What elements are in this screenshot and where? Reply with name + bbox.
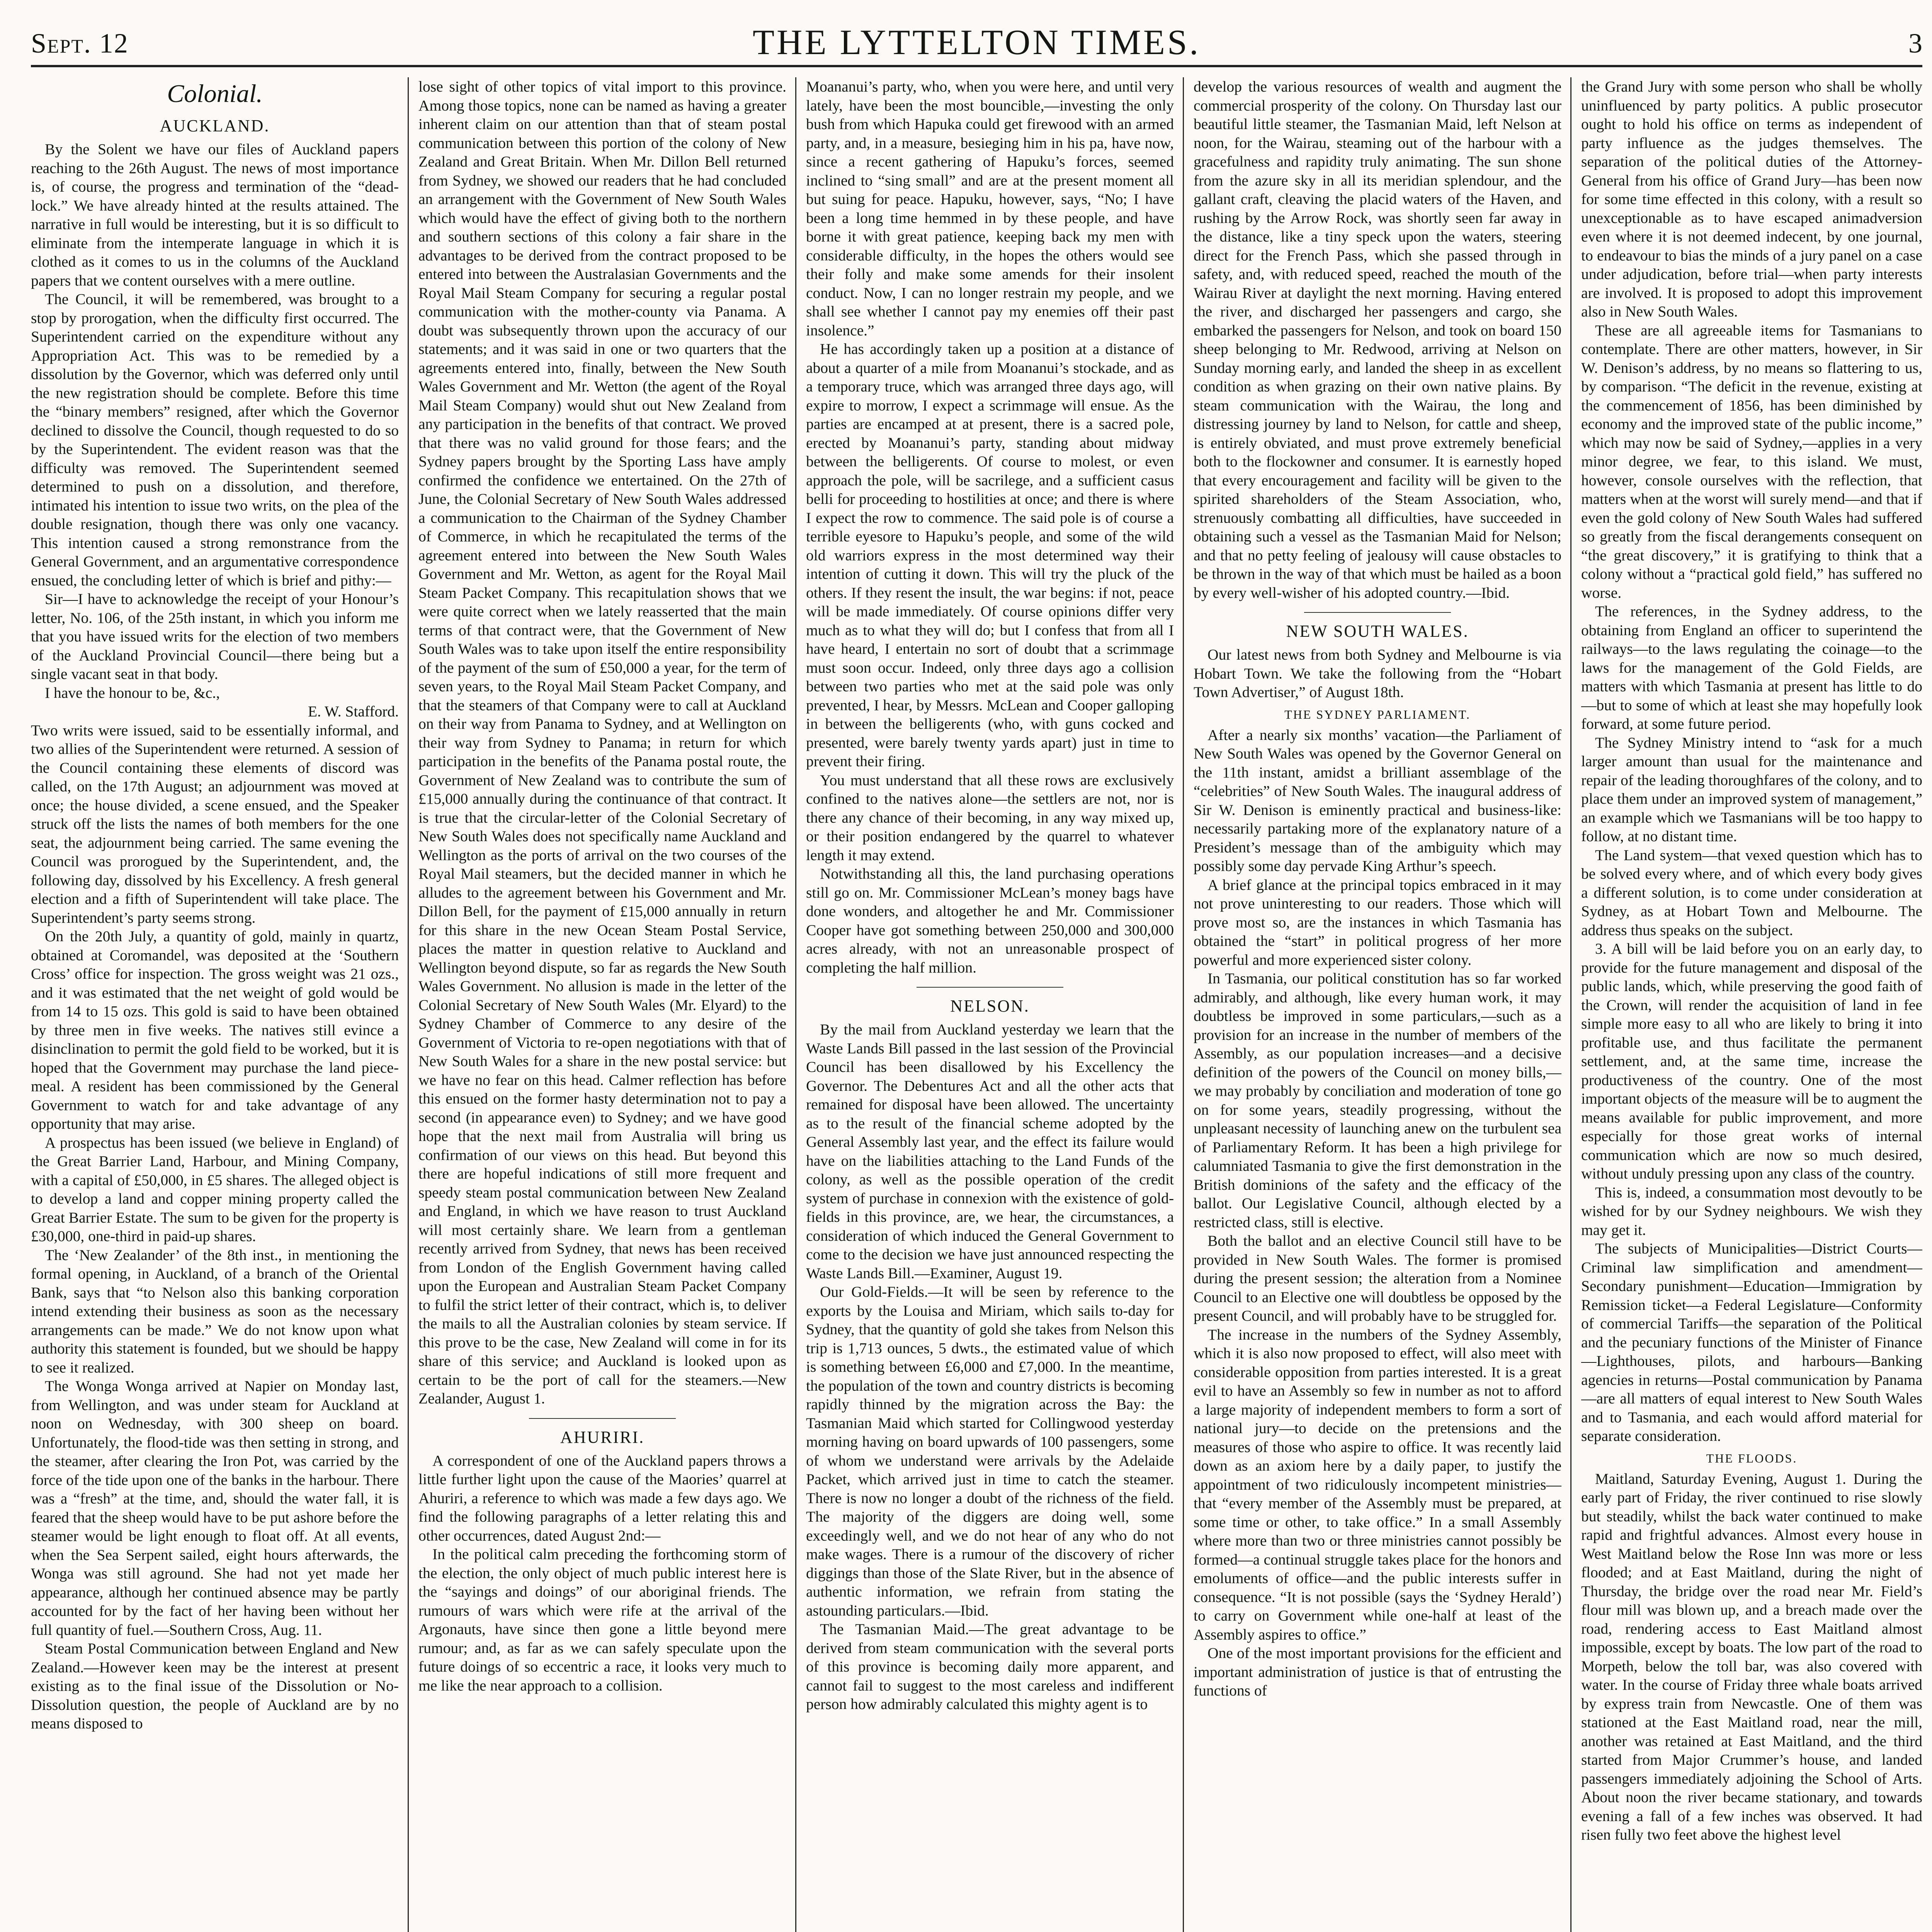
paragraph: The subjects of Municipalities—District Courts—Criminal law simplification and amendment—Secondary punishment—Education—Immigration by Remission ticket—a Federal Legislature—Conformity of commercial Tariffs—the separation of the Political and the pecuniary functions of the Minister of Finance—Lighthouses, pilots, and harbours—Banking agencies in returns—Postal communication by Panama—are all matters of equal interest to New South Wales and to Tasmania, and each would afford material for separate consideration. [1581,1240,1922,1444]
signature: E. W. Stafford. [308,703,399,720]
paragraph: The increase in the numbers of the Sydney Assembly, which it is also now proposed to effect, will also meet with considerable opposition from parties interested. It is a great evil to have an Assembly so few in number as not to afford a large majority of independent members to form a sort of national jury—to decide on the pretensions and the measures of those who aspire to office. It was recently laid down as an axiom here by a daily paper, to justify the appointment of two ridiculously incompetent ministries—that “every member of the Assembly must be prepared, at some time or other, to take office.” In a small Assembly where more than two or three ministries cannot possibly be formed—a continual struggle takes place for the honors and emoluments of office—and the public interests suffer in consequence. “It is not possible (says the ‘Sydney Herald’) to carry on Government while one-half at least of the Assembly aspires to office.” [1194,1326,1561,1643]
paragraph: Maitland, Saturday Evening, August 1. During the early part of Friday, the river continued to rise slowly but steadily, whilst the back water continued to make rapid and frightful advances. Almost every house in West Maitland below the Rose Inn was more or less flooded; and at East Maitland, during the night of Thursday, the bridge over the road near Mr. Field’s flour mill was blown up, and a breach made over the road, rendering access to East Maitland almost impossible, except by boats. The low part of the road to Morpeth, below the toll bar, was also covered with water. In the course of Friday three whale boats arrived by express train from Newcastle. One of them was stationed at the East Maitland road, near the mill, another was retained at East Maitland, and the third started from Major Crummer’s house, and landed passengers immediately adjoining the School of Arts. About noon the river became stationary, and towards evening a fall of a few inches was observed. It had risen fully two feet above the highest level [1581,1470,1922,1843]
paragraph: Notwithstanding all this, the land purchasing operations still go on. Mr. Commissioner McLean’s money bags have done wonders, and altogether he and Mr. Commissioner Cooper have got something between 250,000 and 300,000 acres already, with not an unreasonable prospect of completing the half million. [806,865,1174,976]
paragraph: The references, in the Sydney address, to the obtaining from England an officer to superintend the railways—to the laws regulating the coinage—to the laws for the management of the Gold Fields, are matters with which Tasmania at present has little to do—but to some of which at least she may hopefully look forward, at some future period. [1581,603,1922,732]
paragraph: He has accordingly taken up a position at a distance of about a quarter of a mile from Moananui’s stockade, and as a temporary truce, which was arranged three days ago, will expire to morrow, I expect a scrimmage will ensue. As the parties are encamped at at present, there is a sacred pole, erected by Moananui’s party, standing about midway between the belligerents. Of course to molest, or even approach the pole, will be sacrilege, and a sufficient casus belli for proceeding to hostilities at once; and there is where I expect the row to commence. The said pole is of course a terrible eyesore to Hapuku’s people, and some of the wild old warriors express in the most determined way their intention of cutting it down. This will try the pluck of the others. If they resent the insult, the war begins: if not, peace will be made immediately. Of course opinions differ very much as to what they will do; but I confess that from all I have heard, I entertain no sort of doubt that a scrimmage must soon occur. Indeed, only three days ago a collision between two parties who met at the said pole was only prevented, I hear, by Messrs. McLean and Cooper galloping in between the belligerents (who, with guns cocked and presented, were barely twenty yards apart) just in time to prevent their firing. [806,340,1174,770]
paragraph: Both the ballot and an elective Council still have to be provided in New South Wales. The former is promised during the present session; the alteration from a Nominee Council to an Elective one will doubtless be opposed by the present Council, and will probably have to be struggled for. [1194,1232,1561,1324]
column-rule [795,77,796,1932]
article-heading-auckland: AUCKLAND. [160,116,270,135]
divider [1304,612,1451,613]
paragraph: These are all agreeable items for Tasmanians to contemplate. There are other matters, however, in Sir W. Denison’s address, by no means so flattering to us, by comparison. “The deficit in the revenue, existing at the commencement of 1856, has been diminished by economy and the improved state of the public income,” which may now be said of Sydney,—applies in a very minor degree, we fear, to this island. We must, however, console ourselves with the reflection, that matters when at the worst will surely mend—and that if even the gold colony of New South Wales had suffered so greatly from the fiscal derangements consequent on “the great discovery,” it is gratifying to think that a colony without a “practical gold field,” has suffered no worse. [1581,321,1922,601]
subheading-sydney-parliament: THE SYDNEY PARLIAMENT. [1284,707,1471,721]
issue-date: Sept. 12 [31,28,129,59]
paragraph: In Tasmania, our political constitution has so far worked admirably, and although, like every human work, it may doubtless be improved in some particulars,—such as a provision for an increase in the number of members of the Assembly, as our population increases—and a decisive definition of the powers of the Council on money bills,—we may probably by conciliation and moderation of tone go on for some years, steadily progressing, without the unpleasant necessity of launching anew on the turbulent sea of Parliamentary Reform. It has been a high privilege for calumniated Tasmania to give the first demonstration in the British dominions of the safety and the efficacy of the ballot. Our Legislative Council, although elected by a restricted class, still is elective. [1194,970,1561,1231]
paragraph: This is, indeed, a consummation most devoutly to be wished for by our Sydney neighbours. We wish they may get it. [1581,1184,1922,1238]
paragraph: A brief glance at the principal topics embraced in it may not prove uninteresting to our readers. Those which will prove most so, are the instances in which Tasmania has obtained the “start” in political progress of her more powerful and more experienced sister colony. [1194,876,1561,968]
paragraph: The Land system—that vexed question which has to be solved every where, and of which every body gives a different solution, is to come under consideration at Sydney, as at Hobart Town and Melbourne. The address thus speaks on the subject. [1581,846,1922,939]
paragraph: You must understand that all these rows are exclusively confined to the natives alone—the settlers are not, nor is there any chance of their becoming, in any way mixed up, or their position endangered by the quarrel to whatever length it may extend. [806,771,1174,864]
column-rule [1570,77,1571,1932]
paragraph: I have the honour to be, &c., [45,684,220,701]
paragraph: The ‘New Zealander’ of the 8th inst., in mentioning the formal opening, in Auckland, of a branch of the Oriental Bank, says that “to Nelson also this banking corporation intend extending their business as soon as the necessary arrangements can be made.” We do not know upon what authority this statement is founded, but we should be happy to see it realized. [31,1246,399,1376]
column-1 [31,77,399,1932]
column-rule [1183,77,1184,1932]
paragraph: Steam Postal Communication between England and New Zealand.—However keen may be the interest at present existing as to the final issue of the Dissolution or No-Dissolution question, the people of Auckland are by no means disposed to [31,1640,399,1732]
column-2 [418,77,786,1932]
paragraph: lose sight of other topics of vital import to this province. Among those topics, none can be named as having a greater inherent claim on our attention than that of steam postal communication between this portion of the colony of New Zealand and Great Britain. When Mr. Dillon Bell returned from Sydney, we showed our readers that he had concluded an arrangement with the Government of New South Wales which would have the effect of giving both to the northern and southern sections of this colony a fair share in the advantages to be derived from the contract proposed to be entered into between the Australasian Governments and the Royal Mail Steam Company for securing a regular postal communication with the mother-county via Panama. A doubt was subsequently thrown upon the accuracy of our statements; and it was said in one or two quarters that the agreements entered into, finally, between the New South Wales Government and Mr. Wetton (the agent of the Royal Mail Steam Company) would shut out New Zealand from any participation in the benefits of that contract. We proved that there was no valid ground for those fears; and the Sydney papers brought by the Sporting Lass have amply confirmed the confidence we entertained. On the 27th of June, the Colonial Secretary of New South Wales addressed a communication to the Chairman of the Sydney Chamber of Commerce, in which he recapitulated the terms of the agreement entered into between the New South Wales Government and Mr. Wetton, as agent for the Royal Mail Steam Packet Company. This recapitulation shows that we were quite correct when we lately reasserted that the main terms of that contract were, that the Government of New South Wales was to take upon itself the entire responsibility of the payment of the sum of £50,000 a year, for the term of seven years, to the Royal Mail Steam Packet Company, and that the steamers of that Company were to call at Auckland on their way from Panama to Sydney, and at Wellington on their way from Sydney to Panama; in return for which participation in the benefits of the Panama postal route, the Government of New Zealand was to contribute the sum of £15,000 annually during the continuance of that contract. It is true that the circular-letter of the Colonial Secretary of New South Wales does not specifically name Auckland and Wellington as the ports of arrival on the two courses of the Royal Mail steamers, but the decided manner in which he alludes to the agreement between his Government and Mr. Dillon Bell, for the payment of £15,000 annually in return for this share in the new Ocean Steam Postal Service, places the matter in question relative to Auckland and Wellington beyond dispute, so far as regards the New South Wales Government. No allusion is made in the letter of the Colonial Secretary of New South Wales (Mr. Elyard) to the Sydney Chamber of Commerce to any desire of the Government of Victoria to re-open negotiations with that of New South Wales for a share in the new postal service: but we have no fear on this head. Calmer reflection has before this ensued on the former hasty determination not to pay a second (in appearance even) to Sydney; and we have good hope that the next mail from Australia will bring us confirmation of our views on this head. But beyond this there are hopeful indications of still more frequent and speedy steam postal communication between New Zealand and England, in which we have reason to trust Auckland will most certainly share. We learn from a gentleman recently arrived from Sydney, that news has been received from London of the English Government having called upon the European and Australian Steam Packet Company to fulfil the strict letter of their contract, which is, to deliver the mails to all the Australian colonies by steam service. If this prove to be the case, New Zealand will come in for its share of this service; and Auckland is looked upon as certain to be the port of call for the steamers.—New Zealander, August 1. [418,78,786,1407]
column-5 [1581,77,1922,1932]
paragraph: 3. A bill will be laid before you on an early day, to provide for the future management and disposal of the public lands, which, while preserving the good faith of the Crown, will render the acquisition of land in fee simple more easy to all who are likely to bring it into profitable use, and thus facilitate the permanent settlement, and, at the same time, increase the productiveness of the country. One of the most important objects of the measure will be to augment the means available for public improvement, and more especially for those great works of internal communication which are now so much desired, without unduly pressing upon any class of the country. [1581,940,1922,1182]
section-heading: Colonial. [167,80,263,108]
article-heading-new-south-wales: NEW SOUTH WALES. [1286,622,1469,641]
column-4 [1194,77,1561,1932]
page-number: 3 [1908,28,1922,59]
paragraph: Moananui’s party, who, when you were here, and until very lately, have been the most bouncible,—investing the only bush from which Hapuka could get firewood with an armed party, and, in a measure, besieging him in his pa, have now, since a recent gathering of Hapuku’s forces, seemed inclined to “sing small” and are at the present moment all but suing for peace. Hapuku, however, says, “No; I have been a long time hemmed in by these people, and have borne it with great patience, keeping back my men with considerable difficulty, in the hopes the others would see their folly and make some amends for their insolent conduct. Now, I can no longer restrain my people, and we shall see whether I cannot pay my enemies off their past insolence.” [806,78,1174,339]
divider [529,1418,676,1419]
paragraph: A prospectus has been issued (we believe in England) of the Great Barrier Land, Harbour, and Mining Company, with a capital of £50,000, in £5 shares. The alleged object is to develop a land and copper mining property called the Great Barrier Estate. The sum to be given for the property is £30,000, one-third in paid-up shares. [31,1134,399,1245]
paragraph: Two writs were issued, said to be essentially informal, and two allies of the Superintendent were returned. A session of the Council containing these elements of discord was called, on the 17th August; an adjournment was moved at once; the house divided, a scene ensued, and the Speaker struck off the lists the names of both members for the one seat, the adjournment being carried. The same evening the Council was prorogued by the Superintendent, and, the following day, dissolved by his Excellency. A fresh general election and a fifth of Superintendent will take place. The Superintendent’s party seems strong. [31,721,399,926]
paragraph: The Tasmanian Maid.—The great advantage to be derived from steam communication with the several ports of this province is becoming daily more apparent, and cannot fail to suggest to the most careless and indifferent person how admirably calculated this mighty agent is to [806,1621,1174,1713]
divider [917,987,1064,988]
paragraph: The Council, it will be remembered, was brought to a stop by prorogation, when the difficulty first occurred. The Superintendent carried on the expenditure without any Appropriation Act. This was to be remedied by a dissolution by the Governor, which was deferred only until the new registration should be complete. Before this time the “binary members” resigned, after which the Governor declined to dissolve the Council, though requested to do so by the Superintendent. The evident reason was that the difficulty was removed. The Superintendent seemed determined to push on a dissolution, and therefore, intimated his intention to issue two writs, on the plea of the double resignation, though there was only one vacancy. This intention caused a strong remonstrance from the General Government, and an argumentative correspondence ensued, the concluding letter of which is brief and pithy:— [31,291,399,589]
paragraph: Our latest news from both Sydney and Melbourne is via Hobart Town. We take the following from the “Hobart Town Advertiser,” of August 18th. [1194,646,1561,701]
article-heading-ahuriri: AHURIRI. [560,1427,645,1447]
paragraph: One of the most important provisions for the efficient and important administration of justice is that of entrusting the functions of [1194,1645,1561,1699]
paragraph: the Grand Jury with some person who shall be wholly uninfluenced by party politics. A public prosecutor ought to hold his office on terms as independent of party influence as the judges themselves. The separation of the political duties of the Attorney-General from his office of Grand Jury—has been now for some time effected in this colony, with a result so unexceptionable as to have escaped animadversion even where it is not deemed indecent, by one journal, to endeavour to bias the minds of a jury panel on a case under adjudication, before trial—when party interests are involved. It is proposed to adopt this improvement also in New South Wales. [1581,78,1922,320]
masthead [31,19,1922,67]
paragraph: Sir—I have to acknowledge the receipt of your Honour’s letter, No. 106, of the 25th instant, in which you inform me that you have issued writs for the election of two members of the Auckland Provincial Council—there being but a single vacant seat in that body. [31,590,399,682]
paragraph: On the 20th July, a quantity of gold, mainly in quartz, obtained at Coromandel, was deposited at the ‘Southern Cross’ office for inspection. The gross weight was 21 ozs., and it was estimated that the net weight of gold would be from 14 to 15 ozs. This gold is said to have been obtained by three men in five weeks. The natives still evince a disinclination to permit the gold field to be worked, but it is hoped that the Government may purchase the land piece-meal. A resident has been commissioned by the General Government to watch for and take advantage of any opportunity that may arise. [31,928,399,1132]
newspaper-title: THE LYTTELTON TIMES. [752,22,1201,62]
paragraph: A correspondent of one of the Auckland papers throws a little further light upon the cause of the Maories’ quarrel at Ahuriri, a reference to which was made a few days ago. We find the following paragraphs of a letter relating this and other occurrences, dated August 2nd:— [418,1452,786,1544]
column-3 [806,77,1174,1932]
paragraph: In the political calm preceding the forthcoming storm of the election, the only object of much public interest here is the “sayings and doings” of our aboriginal friends. The rumours of wars which were rife at the arrival of the Argonauts, have since then gone a little beyond mere rumour; and, as far as we can safely speculate upon the future doings of so eccentric a race, it looks very much to me like the near approach to a collision. [418,1546,786,1694]
paragraph: The Wonga Wonga arrived at Napier on Monday last, from Wellington, and was under steam for Auckland at noon on Wednesday, with 300 sheep on board. Unfortunately, the flood-tide was then setting in strong, and the steamer, after clearing the Iron Pot, was carried by the force of the tide upon one of the banks in the harbour. There was a “fresh” at the time, and, should the water fall, it is feared that the sheep would have to be put ashore before the steamer would be light enough to float off. At all events, when the Sea Serpent sailed, eight hours afterwards, the Wonga was still aground. She had not yet made her appearance, although her continued absence may be partly accounted for by the fact of her having been without her full quantity of fuel.—Southern Cross, Aug. 11. [31,1378,399,1638]
article-heading-nelson: NELSON. [950,997,1030,1015]
paragraph: Our Gold-Fields.—It will be seen by reference to the exports by the Louisa and Miriam, which sails to-day for Sydney, that the quantity of gold she takes from Nelson this trip is 1,713 ounces, 5 dwts., the estimated value of which is something between £6,000 and £7,000. In the meantime, the population of the town and country districts is becoming rapidly thinned by the migration across the Bay: the Tasmanian Maid which started for Collingwood yesterday morning having on board upwards of 100 passengers, some of whom we understand were arrivals by the Adelaide Packet, which arrived just in time to catch the steamer. There is now no longer a doubt of the richness of the field. The majority of the diggers are doing well, some exceedingly well, and we do not hear of any who do not make wages. There is a rumour of the discovery of richer diggings than those of the Slate River, but in the absence of authentic information, we refrain from stating the astounding particulars.—Ibid. [806,1283,1174,1619]
paragraph: After a nearly six months’ vacation—the Parliament of New South Wales was opened by the Governor General on the 11th instant, amidst a brilliant assemblage of the “celebrities” of New South Wales. The inaugural address of Sir W. Denison is eminently practical and business-like: necessarily partaking more of the explanatory nature of a President’s message than of the ambiguity which may possibly some day pervade King Arthur’s speech. [1194,726,1561,874]
paragraph: develop the various resources of wealth and augment the commercial prosperity of the colony. On Thursday last our beautiful little steamer, the Tasmanian Maid, left Nelson at noon, for the Wairau, steaming out of the harbour with a gracefulness and rapidity truly animating. The sun shone from the azure sky in all its meridian splendour, and the gallant craft, cleaving the placid waters of the Haven, and rushing by the Arrow Rock, was shortly seen far away in the distance, like a tiny speck upon the waters, steering direct for the French Pass, which she passed through in safety, and, with reduced speed, reached the mouth of the Wairau River at daylight the next morning. Having entered the river, and discharged her passengers and cargo, she embarked the passengers for Nelson, and took on board 150 sheep belonging to Mr. Redwood, arriving at Nelson on Sunday morning early, and landed the sheep in as excellent condition as when grazing on their own native plains. By steam communication with the Wairau, the long and distressing journey by land to Nelson, for cattle and sheep, is entirely obviated, and must prove extremely beneficial both to the flockowner and consumer. It is earnestly hoped that every encouragement and facility will be given to the spirited shareholders of the Steam Association, who, strenuously combatting all difficulties, have succeeded in obtaining such a vessel as the Tasmanian Maid for Nelson; and that no petty feeling of jealousy will cause obstacles to be thrown in the way of that which must be hailed as a boon by every well-wisher of his adopted country.—Ibid. [1194,78,1561,601]
paragraph: By the Solent we have our files of Auckland papers reaching to the 26th August. The news of most importance is, of course, the progress and termination of the “dead-lock.” We have already hinted at the results attained. The narrative in full would be interesting, but it is so difficult to eliminate from the intemperate language in which it is clothed as it comes to us in the columns of the Auckland papers that we content ourselves with a mere outline. [31,141,399,289]
paragraph: By the mail from Auckland yesterday we learn that the Waste Lands Bill passed in the last session of the Provincial Council has been disallowed by his Excellency the Governor. The Debentures Act and all the other acts that remained for disposal have been allowed. The uncertainty as to the result of the financial scheme adopted by the General Assembly last year, and the effect its failure would have on the liabilities attaching to the Land Funds of the colony, as well as the possible operation of the credit system of purchase in connexion with the existence of gold-fields in this province, are, we hear, the circumstances, a consideration of which induced the General Government to come to the decision we have just announced respecting the Waste Lands Bill.—Examiner, August 19. [806,1021,1174,1282]
column-rule [408,77,409,1932]
paragraph: The Sydney Ministry intend to “ask for a much larger amount than usual for the maintenance and repair of the leading thoroughfares of the colony, and to place them under an improved system of management,” an example which we Tasmanians will be too happy to follow, at no distant time. [1581,734,1922,845]
subheading-the-floods: THE FLOODS. [1706,1451,1798,1465]
